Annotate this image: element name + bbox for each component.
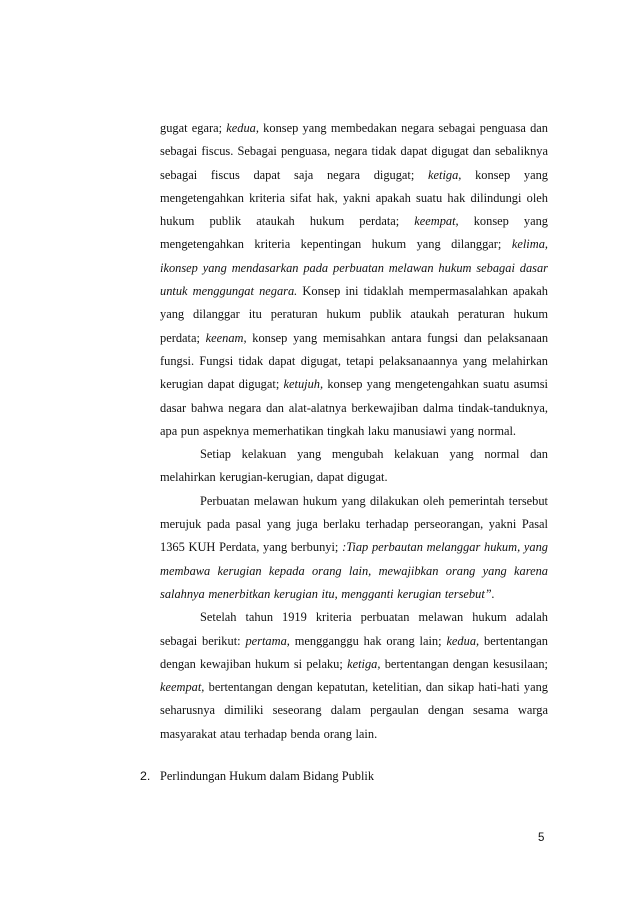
text-span: konsep yang mengetengahkan kriteria kepentingan hukum yang dilanggar; <box>160 214 548 252</box>
italic-span: keenam, <box>205 330 247 345</box>
text-span: bertentangan dengan kewajiban hukum si pelaku; <box>160 633 548 671</box>
text-span: Perbuatan melawan hukum yang dilakukan oleh pemerintah tersebut merujuk pada pasal yang juga berlaku terhadap perseorangan, yakni Pasal 1365 KUH Perdata, yang berbunyi; <box>160 493 548 555</box>
text-span: gugat egara; <box>160 121 227 135</box>
italic-span: kelima, ikonsep yang mendasarkan pada perbuatan melawan hukum sebagai dasar untuk menggungat negara. <box>160 237 548 299</box>
section-number: 2. <box>140 769 151 783</box>
body-text <box>160 117 548 746</box>
italic-span: :Tiap perbautan melanggar hukum, yang membawa kerugian kepada orang lain, mewajibkan orang yang karena salahnya menerbitkan kerugian itu, mengganti kerugian tersebut”. <box>160 540 548 601</box>
section-title: Perlindungan Hukum dalam Bidang Publik <box>160 769 375 783</box>
text-span: konsep yang mengetengahkan suatu asumsi dasar bahwa negara dan alat-alatnya berkewajiban dalma tindak-tanduknya, apa pun aspeknya memerhatikan tingkah laku manusiawi yang normal. <box>160 377 548 438</box>
text-span: konsep yang memisahkan antara fungsi dan pelaksanaan fungsi. Fungsi tidak dapat digugat, tetapi pelaksanaannya yang melahirkan kerugian dapat digugat; <box>160 330 549 392</box>
text-span: konsep yang membedakan negara sebagai penguasa dan sebagai fiscus. Sebagai penguasa, negara tidak dapat digugat dan sebaliknya sebagai fiscus dapat saja negara digugat; <box>160 121 548 182</box>
italic-span: ketiga, <box>347 656 381 671</box>
paragraph <box>160 490 548 606</box>
text-span: Konsep ini tidaklah mempermasalahkan apakah yang dilanggar itu peraturan hukum publik ataukah peraturan hukum perdata; <box>160 284 548 345</box>
italic-span: pertama, <box>245 633 290 648</box>
italic-span: kedua, <box>226 121 259 135</box>
paragraph <box>160 443 548 490</box>
text-span: bertentangan dengan kesusilaan; <box>380 656 549 671</box>
italic-span: keempat, <box>414 214 459 229</box>
text-span: konsep yang mengetengahkan kriteria sifat hak, yakni apakah suatu hak dilindungi oleh hukum publik ataukah hukum perdata; <box>160 167 548 229</box>
paragraph <box>160 606 548 746</box>
text-span: Setiap kelakuan yang mengubah kelakuan yang normal dan melahirkan kerugian-kerugian, dapat digugat. <box>160 447 548 485</box>
text-span: mengganggu hak orang lain; <box>289 633 447 648</box>
paragraph <box>160 117 548 443</box>
italic-span: kedua, <box>446 633 480 648</box>
italic-span: ketujuh, <box>283 377 324 392</box>
italic-span: ketiga, <box>428 167 462 182</box>
section-heading <box>140 765 374 788</box>
page-number: 5 <box>538 832 545 844</box>
italic-span: keempat, <box>160 680 205 695</box>
text-span: Setelah tahun 1919 kriteria perbuatan melawan hukum adalah sebagai berikut: <box>160 610 548 648</box>
text-span: bertentangan dengan kepatutan, ketelitian, dan sikap hati-hati yang seharusnya dimiliki seseorang dalam pergaulan dengan sesama warga masyarakat atau terhadap benda orang lain. <box>160 680 548 741</box>
